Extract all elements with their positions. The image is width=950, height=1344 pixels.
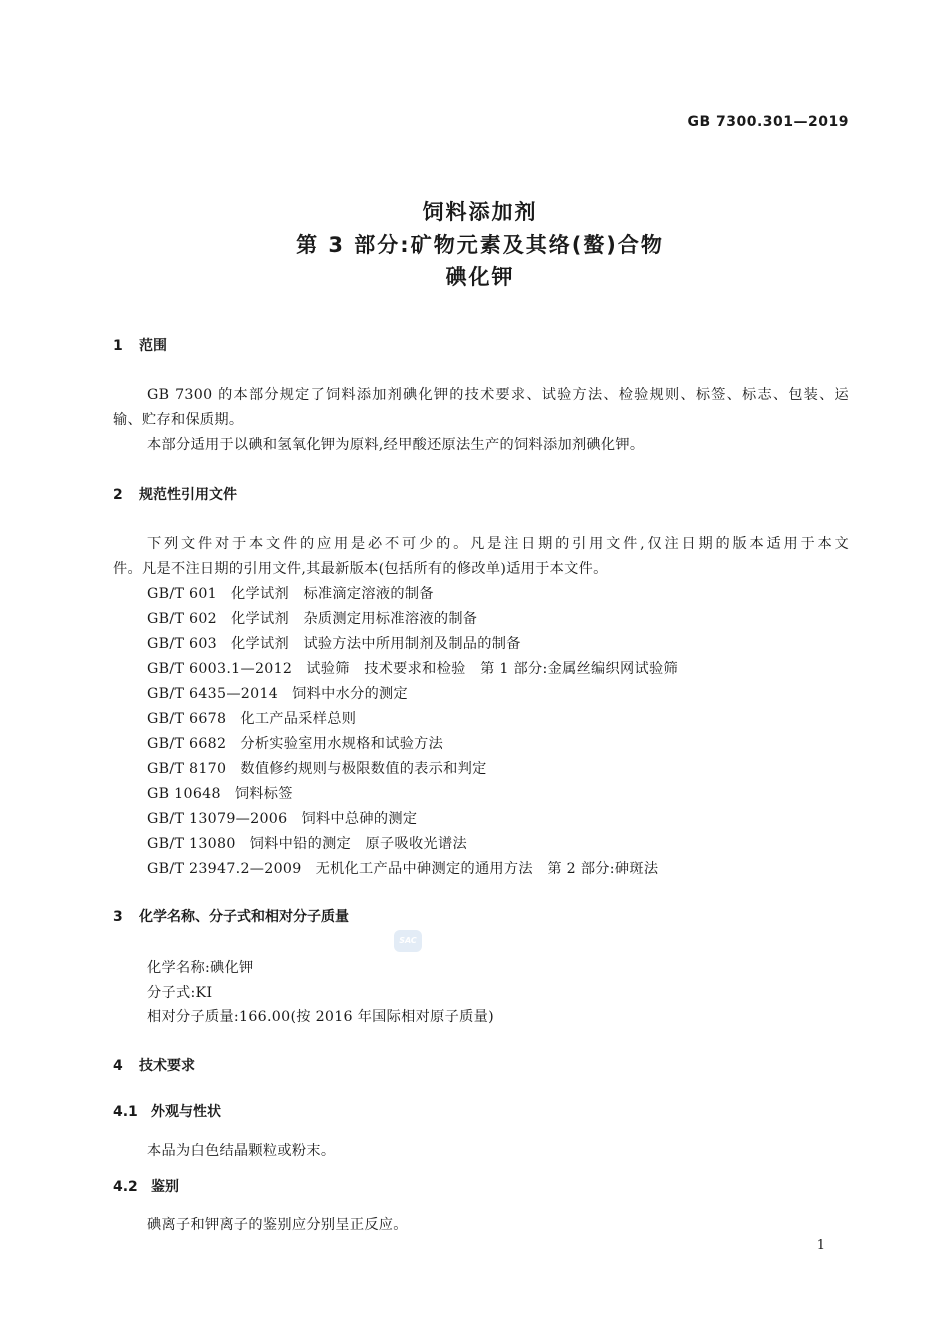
reference-item — [147, 658, 678, 678]
reference-item — [147, 758, 487, 778]
reference-code: GB/T 8170 — [147, 761, 227, 777]
reference-code: GB/T 6682 — [147, 736, 227, 752]
molecular-formula: 分子式:KI — [147, 985, 213, 1001]
reference-title: 数值修约规则与极限数值的表示和判定 — [240, 761, 487, 777]
reference-title: 无机化工产品中砷测定的通用方法 第 2 部分:砷斑法 — [315, 861, 659, 877]
reference-title: 化学试剂 标准滴定溶液的制备 — [231, 586, 434, 602]
section-number: 1 — [113, 338, 123, 354]
section-4-heading — [113, 1055, 195, 1075]
reference-code: GB/T 602 — [147, 611, 217, 627]
title-line-3: 碘化钾 — [445, 265, 515, 289]
reference-title: 饲料标签 — [234, 786, 293, 802]
document-number: GB 7300.301—2019 — [687, 114, 849, 130]
reference-title: 饲料中水分的测定 — [292, 686, 409, 702]
reference-item — [147, 708, 356, 728]
section-title: 外观与性状 — [151, 1104, 221, 1120]
section-1-heading — [113, 335, 167, 355]
reference-code: GB/T 6678 — [147, 711, 227, 727]
reference-code: GB/T 603 — [147, 636, 217, 652]
reference-item — [147, 608, 477, 628]
paragraph: 碘离子和钾离子的鉴别应分别呈正反应。 — [147, 1217, 408, 1233]
reference-title: 分析实验室用水规格和试验方法 — [240, 736, 444, 752]
reference-code: GB 10648 — [147, 786, 221, 802]
reference-item — [147, 683, 408, 703]
reference-code: GB/T 13079—2006 — [147, 811, 288, 827]
reference-item — [147, 808, 417, 828]
paragraph: 本品为白色结晶颗粒或粉末。 — [147, 1143, 336, 1159]
paragraph: 下列文件对于本文件的应用是必不可少的。凡是注日期的引用文件,仅注日期的版本适用于本文 — [147, 536, 849, 552]
page-number: 1 — [816, 1238, 825, 1253]
section-title: 规范性引用文件 — [139, 487, 237, 503]
reference-item — [147, 583, 434, 603]
paragraph: 本部分适用于以碘和氢氧化钾为原料,经甲酸还原法生产的饲料添加剂碘化钾。 — [147, 437, 645, 453]
paragraph: GB 7300 的本部分规定了饲料添加剂碘化钾的技术要求、试验方法、检验规则、标签、标志、包装、运 — [147, 387, 849, 403]
chemical-name: 化学名称:碘化钾 — [147, 960, 254, 976]
section-number: 4 — [113, 1058, 123, 1074]
reference-title: 试验筛 技术要求和检验 第 1 部分:金属丝编织网试验筛 — [306, 661, 678, 677]
title-line-2: 第 3 部分:矿物元素及其络(螯)合物 — [296, 233, 664, 257]
reference-code: GB/T 6435—2014 — [147, 686, 279, 702]
reference-code: GB/T 23947.2—2009 — [147, 861, 302, 877]
reference-item — [147, 858, 658, 878]
reference-title: 化工产品采样总则 — [240, 711, 357, 727]
reference-code: GB/T 601 — [147, 586, 217, 602]
reference-item — [147, 733, 443, 753]
section-title: 范围 — [139, 338, 167, 354]
paragraph: 件。凡是不注日期的引用文件,其最新版本(包括所有的修改单)适用于本文件。 — [113, 561, 608, 577]
section-4-2-heading — [113, 1176, 179, 1196]
section-title: 化学名称、分子式和相对分子质量 — [139, 909, 349, 925]
reference-code: GB/T 6003.1—2012 — [147, 661, 293, 677]
section-number: 4.2 — [113, 1179, 138, 1195]
reference-item — [147, 833, 467, 853]
reference-item — [147, 783, 293, 803]
section-number: 3 — [113, 909, 123, 925]
sac-watermark-logo: SAC — [394, 930, 422, 952]
molecular-mass: 相对分子质量:166.00(按 2016 年国际相对原子质量) — [147, 1009, 494, 1025]
reference-title: 化学试剂 杂质测定用标准溶液的制备 — [231, 611, 478, 627]
section-number: 4.1 — [113, 1104, 138, 1120]
reference-title: 化学试剂 试验方法中所用制剂及制品的制备 — [231, 636, 521, 652]
reference-title: 饲料中铅的测定 原子吸收光谱法 — [249, 836, 467, 852]
section-2-heading — [113, 484, 237, 504]
reference-title: 饲料中总砷的测定 — [301, 811, 418, 827]
section-number: 2 — [113, 487, 123, 503]
section-3-heading — [113, 906, 349, 926]
paragraph: 输、贮存和保质期。 — [113, 412, 244, 428]
section-title: 技术要求 — [139, 1058, 195, 1074]
section-4-1-heading — [113, 1101, 221, 1121]
reference-code: GB/T 13080 — [147, 836, 236, 852]
title-line-1: 饲料添加剂 — [422, 200, 538, 224]
reference-item — [147, 633, 521, 653]
section-title: 鉴别 — [151, 1179, 179, 1195]
